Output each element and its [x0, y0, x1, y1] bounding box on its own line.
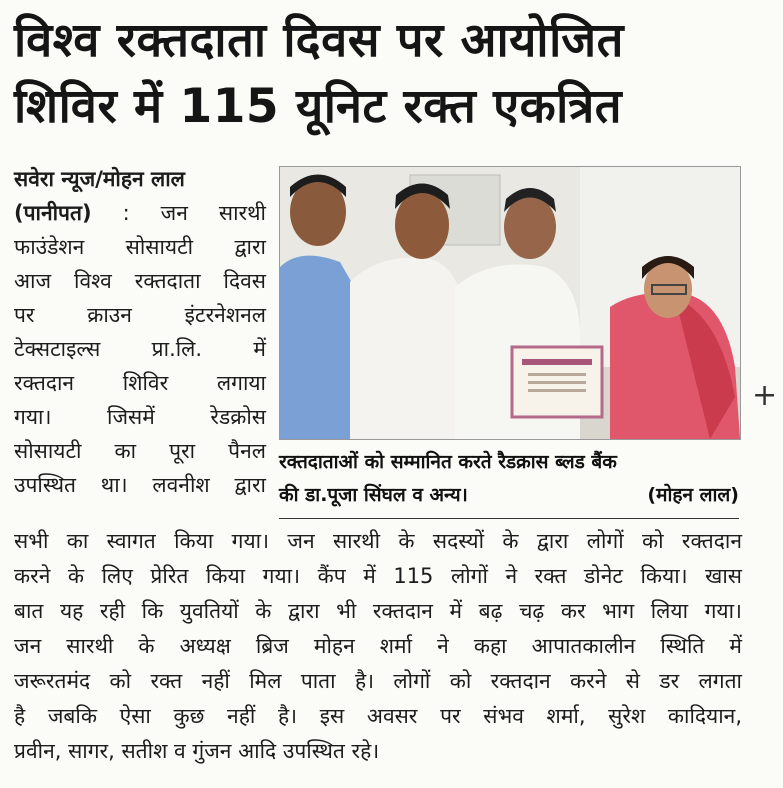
body-line: जरूरतमंद को रक्त नहीं मिल पाता है। लोगों को रक्तदान करने से डर लगता: [14, 669, 742, 693]
caption-line-2: [279, 479, 739, 512]
intro-line: पर क्राउन इंटरनेशनल: [14, 303, 266, 327]
headline: [14, 8, 774, 140]
caption-line-2-text: की डा.पूजा सिंघल व अन्य।: [279, 484, 468, 506]
intro-line: फाउंडेशन सोसायटी द्वारा: [14, 235, 266, 259]
intro-line: सोसायटी का पूरा पैनल: [14, 439, 266, 463]
article-body: [14, 524, 742, 769]
body-line: बात यह रही कि युवतियों के द्वारा भी रक्तदान में बढ़ चढ़ कर भाग लिया गया।: [14, 599, 742, 623]
intro-line: टेक्सटाइल्स प्रा.लि. में: [14, 337, 266, 361]
caption-line-1: रक्तदाताओं को सम्मानित करते रैडक्रास ब्लड बैंक: [279, 451, 617, 473]
caption-divider: [279, 518, 739, 519]
headline-line-2: शिविर में 115 यूनिट रक्त एकत्रित: [14, 79, 623, 134]
body-line: प्रवीन, सागर, सतीश व गुंजन आदि उपस्थित रहे।: [14, 739, 380, 763]
intro-line: गया। जिसमें रेडक्रोस: [14, 405, 266, 429]
intro-line: उपस्थित था। लवनीश द्वारा: [14, 473, 266, 497]
intro-column: [14, 162, 266, 502]
body-line: सभी का स्वागत किया गया। जन सारथी के सदस्यों के द्वारा लोगों को रक्तदान: [14, 529, 742, 553]
intro-line-text: : जन सारथी: [122, 201, 266, 225]
body-line: जन सारथी के अध्यक्ष ब्रिज मोहन शर्मा ने कहा आपातकालीन स्थिति में: [14, 634, 742, 658]
body-line: है जबकि ऐसा कुछ नहीं है। इस अवसर पर संभव शर्मा, सुरेश कादियान,: [14, 704, 742, 728]
intro-line: रक्तदान शिविर लगाया: [14, 371, 266, 395]
photo-credit: (मोहन लाल): [647, 484, 739, 506]
intro-line: आज विश्व रक्तदाता दिवस: [14, 269, 266, 293]
body-line: करने के लिए प्रेरित किया गया। कैंप में 115 लोगों ने रक्त डोनेट किया। खास: [14, 564, 742, 588]
plus-mark: +: [752, 378, 778, 413]
byline: सवेरा न्यूज/मोहन लाल: [14, 167, 185, 191]
photo-caption: [279, 446, 739, 512]
dateline: (पानीपत): [14, 201, 92, 225]
headline-line-1: विश्व रक्तदाता दिवस पर आयोजित: [14, 13, 624, 68]
news-photo: [279, 166, 741, 440]
news-photo-illustration: [280, 167, 740, 439]
intro-line: [14, 196, 266, 230]
